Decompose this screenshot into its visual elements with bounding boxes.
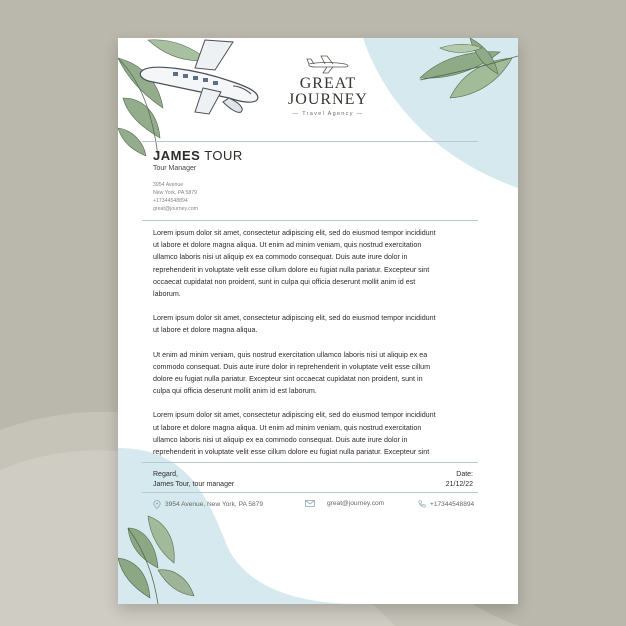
date-block — [446, 470, 473, 490]
body-line: reprehenderit in voluptate velit esse cillum dolore eu fugiat nulla pariatur. Excepteur sint — [153, 448, 430, 457]
brand-logo — [268, 54, 388, 117]
sender-role: Tour Manager — [153, 165, 197, 172]
letterhead-page — [118, 38, 518, 604]
paragraph-1 — [153, 227, 473, 300]
body-line: dolore eu fugiat nulla pariatur. Excepteur sint occaecat cupidatat non proident, sunt in — [153, 375, 423, 384]
brand-title-line2: JOURNEY — [288, 91, 368, 108]
signer-name: James Tour, tour manager — [153, 481, 235, 488]
footer-phone — [418, 500, 474, 508]
footer-email — [305, 500, 384, 507]
body-line: ut labore et dolore magna aliqua. — [153, 326, 258, 335]
footer-address — [153, 500, 263, 509]
closing-divider — [142, 462, 478, 463]
footer-phone-text: +17344548894 — [430, 500, 475, 508]
brand-title-line1: GREAT — [299, 75, 357, 92]
airplane-icon — [133, 38, 273, 118]
body-line: commodo consequat. Duis aute irure dolor in reprehenderit in voluptate velit esse cillum — [153, 362, 431, 371]
paragraph-3 — [153, 349, 473, 398]
brand-tagline-text: Travel Agency — [302, 111, 354, 117]
body-line: occaecat cupidatat non proident, sunt in culpa qui officia deserunt mollit anim id est — [153, 277, 416, 286]
leaf-icon — [400, 38, 518, 118]
body-line: laborum. — [153, 290, 181, 299]
footer-email-text: great@journey.com — [327, 500, 385, 507]
closing-block — [153, 470, 234, 490]
body-line: ullamco laboris nisi ut aliquip ex ea commodo consequat. Duis aute irure dolor in — [153, 253, 408, 262]
body-line: ut labore et dolore magna aliqua. Ut enim ad minim veniam, quis nostrud exercitation — [153, 423, 422, 432]
body-line: Lorem ipsum dolor sit amet, consectetur adipiscing elit, sed do eiusmod tempor incididunt — [153, 229, 436, 237]
body-line: Lorem ipsum dolor sit amet, consectetur adipiscing elit, sed do eiusmod tempor incididunt — [153, 314, 436, 323]
body-line: Ut enim ad minim veniam, quis nostrud exercitation ullamco laboris nisi ut aliquip ex ea — [153, 350, 428, 359]
leaf-icon — [118, 508, 198, 604]
date-value: 21/12/22 — [445, 481, 473, 488]
sender-address-line2: New York, PA 5879 — [153, 190, 198, 196]
header-divider — [142, 141, 478, 142]
paragraph-2 — [153, 312, 473, 336]
sender-contact-block — [153, 181, 198, 213]
brand-tagline: — Travel Agency — — [292, 111, 364, 117]
sender-name — [153, 148, 243, 163]
letter-body — [153, 227, 473, 470]
date-label: Date: — [456, 471, 473, 478]
location-icon — [153, 500, 161, 509]
sender-email: great@journey.com — [153, 206, 198, 212]
footer-address-text: 3954 Avenue, New York, PA 5879 — [165, 501, 264, 508]
sender-phone: +17344548894 — [153, 198, 188, 204]
sender-address-line1: 3954 Avenue — [153, 182, 184, 188]
body-line: Lorem ipsum dolor sit amet, consectetur adipiscing elit, sed do eiusmod tempor incididunt — [153, 411, 436, 420]
sender-last-name: TOUR — [204, 148, 243, 163]
body-line: reprehenderit in voluptate velit esse cillum dolore eu fugiat nulla pariatur. Excepteur sint — [153, 265, 430, 274]
footer-divider — [142, 492, 478, 493]
address-divider — [142, 220, 478, 221]
regard-label: Regard, — [153, 471, 178, 478]
airplane-icon — [305, 54, 351, 74]
phone-icon — [418, 500, 426, 508]
body-line: culpa qui officia deserunt mollit anim id est laborum. — [153, 387, 317, 396]
body-line: ullamco laboris nisi ut aliquip ex ea commodo consequat. Duis aute irure dolor in — [153, 435, 408, 444]
body-line: ut labore et dolore magna aliqua. Ut enim ad minim veniam, quis nostrud exercitation — [153, 241, 422, 250]
paragraph-4 — [153, 409, 473, 458]
sender-first-name: JAMES — [153, 148, 201, 163]
mail-icon — [305, 500, 315, 507]
